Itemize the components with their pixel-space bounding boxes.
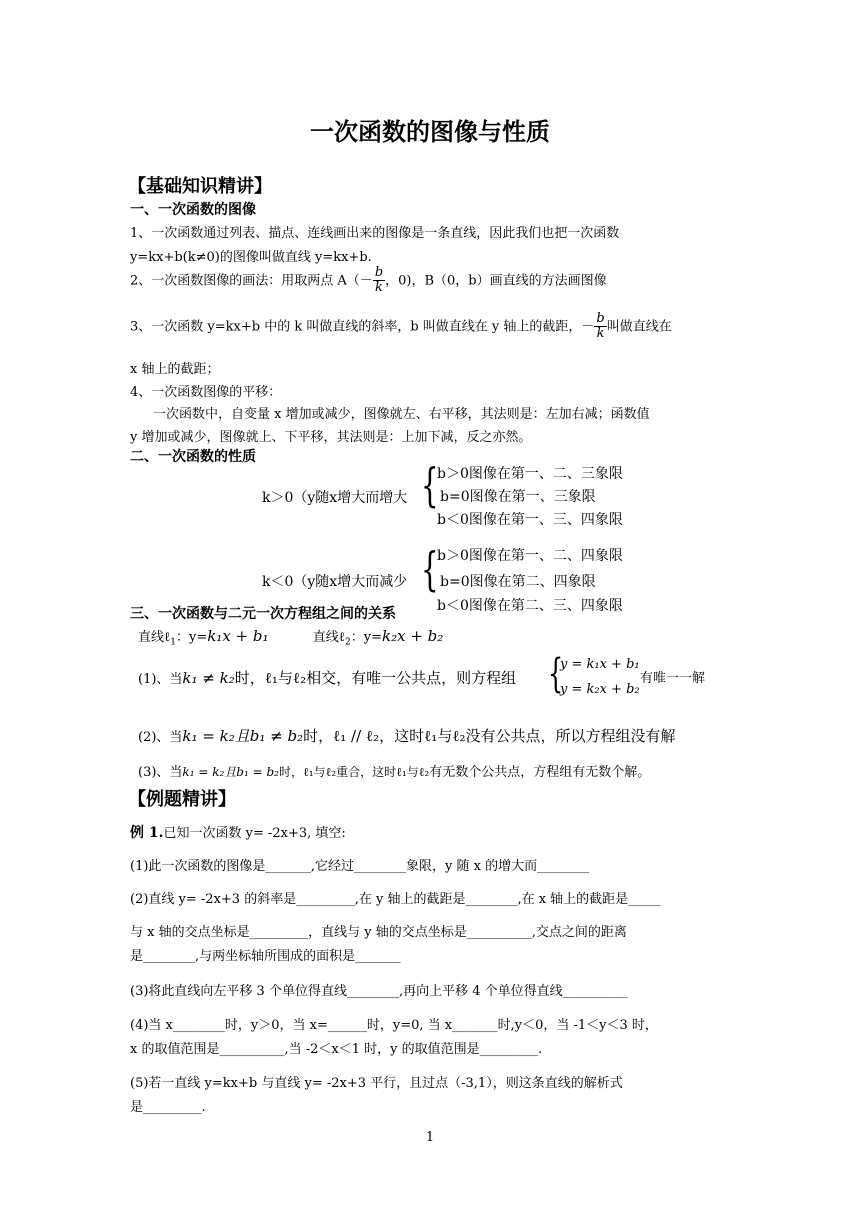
case-2-text-a: (2)、当 [138,730,183,745]
line-2-subscript: 2 [345,637,351,648]
line-1-subscript: 1 [170,637,176,648]
left-brace: { [548,651,564,697]
fraction-b-over-k [594,312,606,342]
system-equation-1 [560,657,640,672]
k-positive-case-3: b＜0图像在第一、三、四象限 [437,512,623,528]
question-2-line-1: (2)直线 y= -2x+3 的斜率是_________,在 y 轴上的截距是________,在 x 轴上的截距是_____ [130,892,661,907]
paragraph-3 [130,312,672,342]
paragraph-5-line-1: 一次函数中，自变量 x 增加或减少，图像就左、右平移，其法则是：左加右减；函数值 [153,407,650,422]
fraction-b-over-k [373,266,385,296]
relation-case-3 [138,761,650,780]
case-3-text-b: 时，ℓ₁与ℓ₂重合，这时ℓ₁与ℓ₂ [278,765,430,779]
question-3: (3)将此直线向左平移 3 个单位得直线________,再向上平移 4 个单位得直线__________ [130,984,628,999]
line-1-rhs: k₁x + b₁ [207,627,269,645]
line-2-rhs: k₂x + b₂ [382,627,444,645]
example-1-intro [130,822,346,842]
case-1-text-c: 有唯一一解 [640,671,706,686]
relation-case-2 [138,725,676,746]
question-2-line-2: 与 x 轴的交点坐标是_________，直线与 y 轴的交点坐标是__________,交点之间的距离 [130,925,627,940]
examples-heading: 【例题精讲】 [128,789,236,810]
paragraph-2-text-b: ，0)，B（0，b）画直线的方法画图像 [385,273,607,289]
line-2-label: 直线ℓ [312,630,346,645]
subheading-equations: 三、一次函数与二元一次方程组之间的关系 [130,606,396,622]
case-3-text-c: 有无数个公共点，方程组有无数个解。 [429,765,651,780]
system-equation-1-text: y = k₁x + b₁ [560,657,640,672]
system-equation-2-text: y = k₂x + b₂ [560,682,640,697]
fraction-denominator: k [375,280,383,296]
page-number: 1 [425,1130,435,1145]
paragraph-3-text-b: 叫做直线在 [606,319,672,335]
line-definitions [138,626,443,648]
left-brace: { [421,458,439,512]
line-1-eq: ：y= [175,630,208,645]
relation-case-1 [138,667,516,688]
k-positive-case-1: b＞0图像在第一、二、三象限 [437,466,623,482]
k-positive-label: k＞0（y随x增大而增大 [262,490,408,506]
left-brace: { [421,542,439,596]
k-positive-case-2: b=0图像在第一、三象限 [440,489,596,505]
paragraph-4: 4、一次函数图像的平移： [130,385,282,400]
k-negative-case-2: b=0图像在第二、四象限 [440,574,596,590]
question-2-line-3: 是________,与两坐标轴所围成的面积是_______ [130,949,401,964]
system-equation-2 [560,682,640,697]
minus-sign: － [581,319,595,335]
subheading-graph: 一、一次函数的图像 [130,202,256,218]
case-2-condition: k₁ = k₂且b₁ ≠ b₂ [182,727,304,745]
paragraph-3-line-2: x 轴上的截距； [130,362,220,377]
minus-sign: － [359,273,373,289]
example-1-intro-text: 已知一次函数 y= -2x+3, 填空: [163,826,346,841]
question-5-line-2: 是_________. [130,1100,206,1115]
fraction-numerator: b [374,265,384,280]
case-1-text-a: (1)、当 [138,672,183,687]
case-1-condition: k₁ ≠ k₂ [182,669,235,687]
basic-knowledge-heading: 【基础知识精讲】 [128,176,272,197]
case-3-text-a: (3)、当 [138,765,183,780]
k-negative-case-3: b＜0图像在第二、三、四象限 [437,598,623,614]
paragraph-3-text-a: 3、一次函数 y=kx+b 中的 k 叫做直线的斜率，b 叫做直线在 y 轴上的截距， [130,319,582,335]
question-5-line-1: (5)若一直线 y=kx+b 与直线 y= -2x+3 平行，且过点（-3,1），则这条直线的解析式 [130,1076,623,1091]
paragraph-2-text-a: 2、一次函数图像的画法：用取两点 A（ [130,273,360,289]
subheading-properties: 二、一次函数的性质 [130,449,256,465]
question-4-line-1: (4)当 x________时，y＞0，当 x=______时，y=0, 当 x_______时,y＜0，当 -1＜y＜3 时， [130,1018,658,1033]
page-title: 一次函数的图像与性质 [310,117,550,146]
fraction-numerator: b [596,311,605,326]
question-1: (1)此一次函数的图像是_______,它经过________象限，y 随 x 的增大而________ [130,859,590,874]
paragraph-1-line-1: 1、一次函数通过列表、描点、连线画出来的图像是一条直线，因此我们也把一次函数 [130,226,620,241]
line-2-eq: ：y= [350,630,383,645]
case-1-text-b: 时，ℓ₁与ℓ₂相交，有唯一公共点，则方程组 [234,669,517,687]
k-negative-case-1: b＞0图像在第一、二、四象限 [437,548,623,564]
example-label: 例 1. [130,825,164,841]
k-negative-label: k＜0（y随x增大而减少 [262,574,408,590]
case-3-condition: k₁ = k₂且b₁ = b₂ [182,765,279,779]
question-4-line-2: x 的取值范围是__________,当 -2＜x＜1 时，y 的取值范围是_________. [130,1042,543,1057]
paragraph-2 [130,266,607,296]
case-2-text-b: 时，ℓ₁ // ℓ₂，这时ℓ₁与ℓ₂没有公共点，所以方程组没有解 [303,727,676,745]
paragraph-1-line-2: y=kx+b(k≠0)的图像叫做直线 y=kx+b. [130,250,372,265]
line-1-label: 直线ℓ [138,630,171,645]
paragraph-5-line-2: y 增加或减少，图像就上、下平移，其法则是：上加下减，反之亦然。 [130,430,532,445]
fraction-denominator: k [596,326,605,342]
